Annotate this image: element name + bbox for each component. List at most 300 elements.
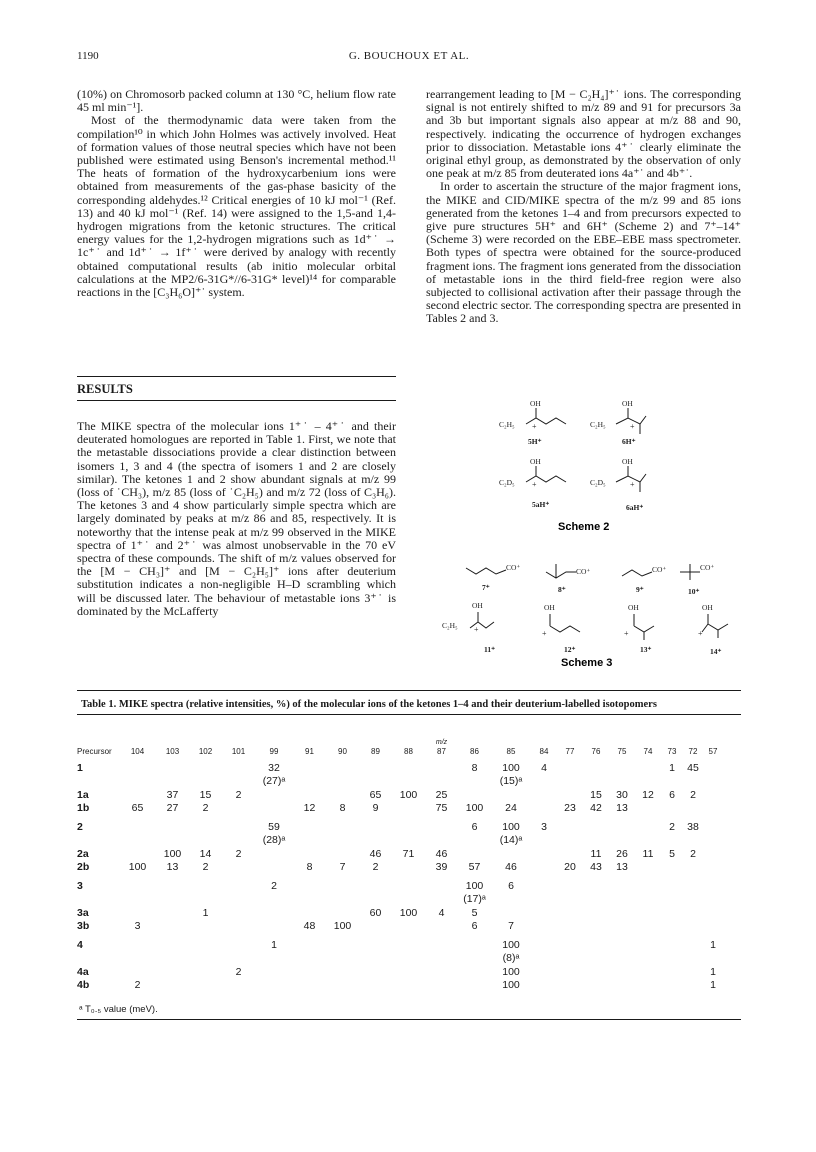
oh-label: OH bbox=[622, 399, 633, 408]
value-cell bbox=[189, 775, 222, 789]
header-cell: m/z bbox=[435, 738, 448, 746]
table-caption: Table 1. MIKE spectra (relative intensities, %) of the molecular ions of the ketones 1–4 and their deuterium-labelled isotopomers bbox=[81, 699, 657, 710]
substituent-label: C₂D₅ bbox=[590, 478, 606, 487]
header-cell bbox=[326, 738, 359, 746]
value-cell: (17)ᵃ bbox=[463, 893, 486, 906]
value-cell bbox=[703, 775, 723, 789]
value-cell: 100 bbox=[333, 920, 352, 933]
header-cell bbox=[531, 738, 557, 746]
svg-text:+: + bbox=[630, 422, 635, 431]
value-cell bbox=[255, 893, 293, 907]
structure-label: 6H⁺ bbox=[622, 437, 636, 446]
value-cell bbox=[119, 761, 156, 775]
table-row bbox=[77, 847, 723, 861]
value-cell: 100 bbox=[465, 879, 484, 892]
paragraph: The MIKE spectra of the molecular ions 1⁺˙ – 4⁺˙ and their deuterated homologues are reported in Table 1. First, we note that the metastable dissociations provide a clear distinction between isomers 1, 3 and 4 (the spectra of isomers 1 and 2 are closely similar). The ketones 1 and 2 show abundant signals at m/z 99 (loss of ˙CH₃), m/z 85 (loss of ˙C₂H₅) and m/z 72 (loss of C₃H₆). The ketones 3 and 4 show particularly simple spectra which are largely dominated by peaks at m/z 86 and 85, respectively. It is noteworthy that the intense peak at m/z 99 observed in the MIKE spectra of 1⁺˙ and 2⁺˙ was almost unobservable in the 70 eV spectra of these compounds. The shift of m/z values observed for the [M − CH₃]⁺ and [M − C₂H₅]⁺ ions after deuterium substitution indicates a non-negligible H–D scrambling which will be discussed later. The behaviour of metastable ions 3⁺˙ is dominated by the McLafferty bbox=[77, 419, 396, 618]
value-cell bbox=[255, 861, 293, 875]
table-row bbox=[77, 893, 723, 907]
value-cell bbox=[156, 938, 189, 952]
value-cell bbox=[293, 788, 326, 802]
structure-label: 6aH⁺ bbox=[626, 503, 644, 512]
value-cell bbox=[255, 906, 293, 920]
value-cell: 11 bbox=[642, 847, 654, 860]
value-cell: 8 bbox=[339, 802, 346, 815]
value-cell: 100 bbox=[163, 847, 182, 860]
value-cell bbox=[583, 952, 609, 966]
header-cell bbox=[635, 738, 661, 746]
svg-text:+: + bbox=[474, 625, 479, 634]
value-cell bbox=[661, 906, 683, 920]
group-label: CO⁺ bbox=[652, 565, 667, 574]
column-header: 89 bbox=[371, 746, 380, 756]
value-cell bbox=[189, 965, 222, 979]
value-cell bbox=[531, 920, 557, 934]
value-cell bbox=[635, 952, 661, 966]
value-cell: 13 bbox=[616, 861, 628, 874]
value-cell bbox=[119, 938, 156, 952]
value-cell bbox=[392, 775, 425, 789]
value-cell: 42 bbox=[590, 802, 602, 815]
precursor-cell: 2a bbox=[77, 847, 89, 860]
column-header: 86 bbox=[470, 746, 479, 756]
value-cell bbox=[359, 965, 392, 979]
value-cell bbox=[583, 906, 609, 920]
value-cell: 46 bbox=[505, 861, 517, 874]
value-cell bbox=[683, 893, 703, 907]
value-cell: 3 bbox=[134, 920, 141, 933]
precursor-cell: 2b bbox=[77, 861, 90, 874]
header-cell bbox=[557, 738, 583, 746]
value-cell: 5 bbox=[669, 847, 675, 860]
value-cell: 100 bbox=[502, 938, 520, 951]
precursor-cell: 4 bbox=[77, 938, 83, 951]
value-cell bbox=[156, 979, 189, 993]
value-cell bbox=[531, 952, 557, 966]
value-cell bbox=[491, 788, 531, 802]
value-cell bbox=[425, 965, 458, 979]
value-cell bbox=[425, 952, 458, 966]
value-cell bbox=[661, 952, 683, 966]
value-cell bbox=[583, 965, 609, 979]
svg-text:+: + bbox=[532, 422, 537, 431]
value-cell: 65 bbox=[369, 788, 382, 801]
divider bbox=[77, 1019, 741, 1020]
value-cell bbox=[635, 938, 661, 952]
value-cell bbox=[703, 847, 723, 861]
value-cell bbox=[189, 820, 222, 834]
value-cell: 2 bbox=[235, 788, 242, 801]
value-cell bbox=[326, 979, 359, 993]
table-row bbox=[77, 820, 723, 834]
value-cell bbox=[609, 938, 635, 952]
value-cell bbox=[222, 879, 255, 893]
value-cell bbox=[583, 979, 609, 993]
value-cell: 8 bbox=[471, 761, 478, 774]
value-cell bbox=[609, 979, 635, 993]
value-cell bbox=[293, 906, 326, 920]
value-cell bbox=[222, 775, 255, 789]
paragraph: In order to ascertain the structure of the major fragment ions, the MIKE and CID/MIKE spectra of the m/z 99 and 85 ions generated from the ketones 1–4 and from precursors expected to give pure structures 5H⁺ and 6H⁺ (Scheme 2) and 7⁺–14⁺ (Scheme 3) were recorded on the EBE–EBE mass spectrometer. Both types of spectra were obtained for the source-produced fragment ions. The fragment ions generated from the dissociation of metastable ions in the third field-free region were also subjected to collisional activation after their passage through the second electric sector. The corresponding spectra are presented in Tables 2 and 3. bbox=[426, 179, 741, 326]
header-cell bbox=[703, 738, 723, 746]
value-cell: 24 bbox=[505, 802, 517, 815]
value-cell bbox=[635, 920, 661, 934]
value-cell bbox=[458, 834, 491, 848]
value-cell bbox=[635, 820, 661, 834]
value-cell: 45 bbox=[687, 761, 699, 774]
value-cell: 6 bbox=[669, 788, 675, 801]
group-label: CO⁺ bbox=[576, 567, 591, 576]
value-cell bbox=[683, 906, 703, 920]
table-row bbox=[77, 920, 723, 934]
header-cell bbox=[583, 738, 609, 746]
value-cell: (27)ᵃ bbox=[262, 775, 286, 788]
value-cell bbox=[661, 979, 683, 993]
value-cell: 13 bbox=[616, 802, 628, 815]
table-1-caption-block bbox=[77, 690, 741, 715]
value-cell bbox=[609, 893, 635, 907]
value-cell: 100 bbox=[502, 965, 520, 978]
value-cell: 2 bbox=[235, 965, 242, 978]
svg-text:+: + bbox=[532, 480, 537, 489]
value-cell bbox=[189, 952, 222, 966]
table-row bbox=[77, 834, 723, 848]
mz-header-row bbox=[77, 738, 723, 746]
value-cell bbox=[156, 906, 189, 920]
value-cell bbox=[458, 788, 491, 802]
value-cell bbox=[189, 893, 222, 907]
value-cell bbox=[119, 820, 156, 834]
value-cell: 2 bbox=[235, 847, 242, 860]
value-cell: 57 bbox=[468, 861, 481, 874]
column-header-row bbox=[77, 746, 723, 756]
scheme-2-title: Scheme 2 bbox=[558, 521, 610, 533]
substituent-label: C₂H₅ bbox=[590, 420, 606, 429]
value-cell: 7 bbox=[339, 861, 346, 874]
value-cell bbox=[531, 834, 557, 848]
table-row bbox=[77, 861, 723, 875]
value-cell bbox=[189, 920, 222, 934]
substituent-label: C₂H₅ bbox=[499, 420, 515, 429]
value-cell: 1 bbox=[710, 979, 716, 992]
value-cell: 100 bbox=[502, 761, 520, 774]
header-cell bbox=[392, 738, 425, 746]
value-cell bbox=[189, 938, 222, 952]
value-cell bbox=[635, 979, 661, 993]
precursor-cell: 4a bbox=[77, 965, 89, 978]
value-cell bbox=[189, 761, 222, 775]
divider bbox=[77, 714, 741, 715]
substituent-label: C₂H₅ bbox=[442, 621, 458, 630]
value-cell bbox=[683, 802, 703, 816]
value-cell bbox=[531, 938, 557, 952]
value-cell: 60 bbox=[369, 906, 382, 919]
value-cell bbox=[293, 879, 326, 893]
value-cell bbox=[359, 879, 392, 893]
value-cell: 25 bbox=[435, 788, 448, 801]
value-cell: 2 bbox=[690, 788, 696, 801]
value-cell: 46 bbox=[369, 847, 382, 860]
value-cell bbox=[359, 920, 392, 934]
value-cell bbox=[458, 847, 491, 861]
value-cell bbox=[119, 906, 156, 920]
header-cell bbox=[293, 738, 326, 746]
value-cell bbox=[531, 893, 557, 907]
value-cell bbox=[293, 893, 326, 907]
value-cell bbox=[703, 952, 723, 966]
value-cell bbox=[557, 920, 583, 934]
value-cell: 20 bbox=[564, 861, 576, 874]
value-cell bbox=[557, 906, 583, 920]
value-cell bbox=[222, 893, 255, 907]
value-cell bbox=[531, 965, 557, 979]
value-cell: 27 bbox=[166, 802, 179, 815]
value-cell bbox=[255, 920, 293, 934]
precursor-cell bbox=[77, 775, 119, 789]
value-cell bbox=[425, 775, 458, 789]
results-column bbox=[77, 420, 396, 618]
value-cell bbox=[326, 965, 359, 979]
value-cell: 12 bbox=[642, 788, 654, 801]
value-cell bbox=[557, 788, 583, 802]
value-cell bbox=[119, 788, 156, 802]
value-cell: 2 bbox=[202, 802, 209, 815]
value-cell bbox=[359, 938, 392, 952]
svg-text:+: + bbox=[630, 480, 635, 489]
value-cell bbox=[326, 775, 359, 789]
value-cell: 2 bbox=[134, 979, 141, 992]
value-cell bbox=[326, 879, 359, 893]
column-header: 72 bbox=[688, 746, 698, 756]
value-cell: 75 bbox=[435, 802, 448, 815]
value-cell bbox=[293, 761, 326, 775]
value-cell bbox=[359, 893, 392, 907]
value-cell bbox=[683, 920, 703, 934]
value-cell: 30 bbox=[616, 788, 628, 801]
column-header: 84 bbox=[539, 746, 549, 756]
oh-label: OH bbox=[472, 601, 483, 610]
value-cell bbox=[703, 861, 723, 875]
header-cell bbox=[661, 738, 683, 746]
value-cell bbox=[392, 938, 425, 952]
value-cell: 14 bbox=[199, 847, 212, 860]
header-cell bbox=[491, 738, 531, 746]
value-cell bbox=[425, 893, 458, 907]
structure-label: 12⁺ bbox=[564, 645, 576, 654]
value-cell bbox=[661, 861, 683, 875]
value-cell bbox=[326, 952, 359, 966]
value-cell bbox=[359, 775, 392, 789]
value-cell bbox=[222, 761, 255, 775]
value-cell bbox=[392, 861, 425, 875]
value-cell: 46 bbox=[435, 847, 448, 860]
value-cell: 3 bbox=[541, 820, 547, 833]
structure-label: 5aH⁺ bbox=[532, 500, 550, 509]
value-cell bbox=[119, 775, 156, 789]
value-cell bbox=[359, 820, 392, 834]
value-cell bbox=[255, 802, 293, 816]
header-cell bbox=[458, 738, 491, 746]
value-cell bbox=[609, 834, 635, 848]
value-cell bbox=[392, 761, 425, 775]
column-header: 102 bbox=[198, 746, 213, 756]
precursor-cell: 1 bbox=[77, 761, 83, 774]
value-cell: 2 bbox=[669, 820, 675, 833]
value-cell: 9 bbox=[372, 802, 379, 815]
value-cell: 100 bbox=[502, 820, 520, 833]
value-cell bbox=[326, 834, 359, 848]
value-cell bbox=[458, 775, 491, 789]
column-header: 76 bbox=[591, 746, 601, 756]
precursor-cell: 2 bbox=[77, 820, 83, 833]
header-cell bbox=[156, 738, 189, 746]
value-cell bbox=[156, 879, 189, 893]
value-cell bbox=[635, 893, 661, 907]
value-cell bbox=[293, 775, 326, 789]
paragraph: (10%) on Chromosorb packed column at 130 °C, helium flow rate 45 ml min⁻¹]. bbox=[77, 87, 396, 115]
table-row bbox=[77, 906, 723, 920]
value-cell bbox=[425, 920, 458, 934]
group-label: CO⁺ bbox=[506, 563, 521, 572]
value-cell bbox=[425, 820, 458, 834]
column-header: 73 bbox=[667, 746, 677, 756]
value-cell: 1 bbox=[202, 906, 209, 919]
value-cell bbox=[635, 834, 661, 848]
value-cell bbox=[557, 893, 583, 907]
value-cell: 32 bbox=[268, 761, 280, 774]
value-cell bbox=[703, 761, 723, 775]
value-cell bbox=[326, 788, 359, 802]
value-cell bbox=[326, 847, 359, 861]
header-cell bbox=[77, 738, 119, 746]
value-cell: 26 bbox=[616, 847, 628, 860]
value-cell: 7 bbox=[508, 920, 514, 933]
value-cell bbox=[557, 965, 583, 979]
precursor-cell: 4b bbox=[77, 979, 90, 992]
value-cell bbox=[326, 761, 359, 775]
structure-label: 10⁺ bbox=[688, 587, 700, 596]
value-cell bbox=[156, 920, 189, 934]
precursor-cell: 1b bbox=[77, 802, 90, 815]
value-cell bbox=[156, 834, 189, 848]
value-cell bbox=[425, 834, 458, 848]
value-cell: 6 bbox=[508, 879, 514, 892]
value-cell bbox=[189, 834, 222, 848]
precursor-cell: 3b bbox=[77, 920, 90, 933]
table-row bbox=[77, 938, 723, 952]
value-cell bbox=[609, 952, 635, 966]
value-cell: 6 bbox=[471, 920, 478, 933]
value-cell bbox=[222, 861, 255, 875]
value-cell bbox=[458, 938, 491, 952]
value-cell bbox=[635, 965, 661, 979]
value-cell bbox=[557, 820, 583, 834]
value-cell bbox=[635, 775, 661, 789]
value-cell bbox=[531, 906, 557, 920]
value-cell: 13 bbox=[166, 861, 179, 874]
value-cell bbox=[119, 879, 156, 893]
value-cell bbox=[557, 775, 583, 789]
precursor-cell bbox=[77, 952, 119, 966]
value-cell bbox=[156, 965, 189, 979]
precursor-cell bbox=[77, 834, 119, 848]
value-cell bbox=[255, 965, 293, 979]
value-cell bbox=[326, 820, 359, 834]
value-cell: 37 bbox=[166, 788, 179, 801]
value-cell: 48 bbox=[303, 920, 316, 933]
value-cell bbox=[635, 802, 661, 816]
header-cell bbox=[609, 738, 635, 746]
divider bbox=[77, 400, 396, 401]
table-1 bbox=[77, 738, 723, 992]
value-cell bbox=[583, 834, 609, 848]
value-cell bbox=[683, 861, 703, 875]
value-cell bbox=[557, 847, 583, 861]
value-cell: 100 bbox=[399, 788, 418, 801]
value-cell bbox=[661, 775, 683, 789]
value-cell bbox=[293, 834, 326, 848]
value-cell bbox=[425, 761, 458, 775]
value-cell: 65 bbox=[131, 802, 144, 815]
header-cell bbox=[222, 738, 255, 746]
value-cell: 15 bbox=[199, 788, 212, 801]
precursor-cell: 3 bbox=[77, 879, 83, 892]
value-cell bbox=[703, 893, 723, 907]
value-cell bbox=[635, 761, 661, 775]
value-cell bbox=[189, 979, 222, 993]
value-cell bbox=[683, 965, 703, 979]
value-cell bbox=[635, 861, 661, 875]
page-number: 1190 bbox=[77, 50, 99, 62]
structure-label: 9⁺ bbox=[636, 585, 644, 594]
value-cell: 43 bbox=[590, 861, 602, 874]
value-cell bbox=[293, 847, 326, 861]
value-cell bbox=[491, 893, 531, 907]
value-cell: (8)ᵃ bbox=[502, 952, 520, 965]
value-cell: (14)ᵃ bbox=[499, 834, 523, 847]
value-cell bbox=[359, 952, 392, 966]
value-cell bbox=[583, 761, 609, 775]
value-cell bbox=[583, 879, 609, 893]
value-cell: 59 bbox=[268, 820, 280, 833]
value-cell bbox=[359, 834, 392, 848]
value-cell bbox=[255, 847, 293, 861]
value-cell bbox=[293, 979, 326, 993]
oh-label: OH bbox=[702, 603, 713, 612]
value-cell bbox=[293, 938, 326, 952]
value-cell: 1 bbox=[669, 761, 675, 774]
column-header: 74 bbox=[643, 746, 653, 756]
value-cell bbox=[635, 906, 661, 920]
value-cell bbox=[683, 834, 703, 848]
value-cell: 15 bbox=[590, 788, 602, 801]
scheme-3-figure bbox=[426, 556, 741, 674]
value-cell bbox=[119, 893, 156, 907]
value-cell: 2 bbox=[202, 861, 209, 874]
value-cell bbox=[119, 965, 156, 979]
value-cell bbox=[425, 979, 458, 993]
value-cell bbox=[531, 788, 557, 802]
value-cell: 100 bbox=[128, 861, 147, 874]
section-heading bbox=[77, 376, 396, 401]
value-cell bbox=[392, 802, 425, 816]
header-cell bbox=[119, 738, 156, 746]
value-cell bbox=[392, 820, 425, 834]
value-cell bbox=[222, 920, 255, 934]
value-cell bbox=[222, 979, 255, 993]
value-cell: 1 bbox=[710, 938, 716, 951]
svg-text:+: + bbox=[542, 629, 547, 638]
value-cell bbox=[359, 979, 392, 993]
